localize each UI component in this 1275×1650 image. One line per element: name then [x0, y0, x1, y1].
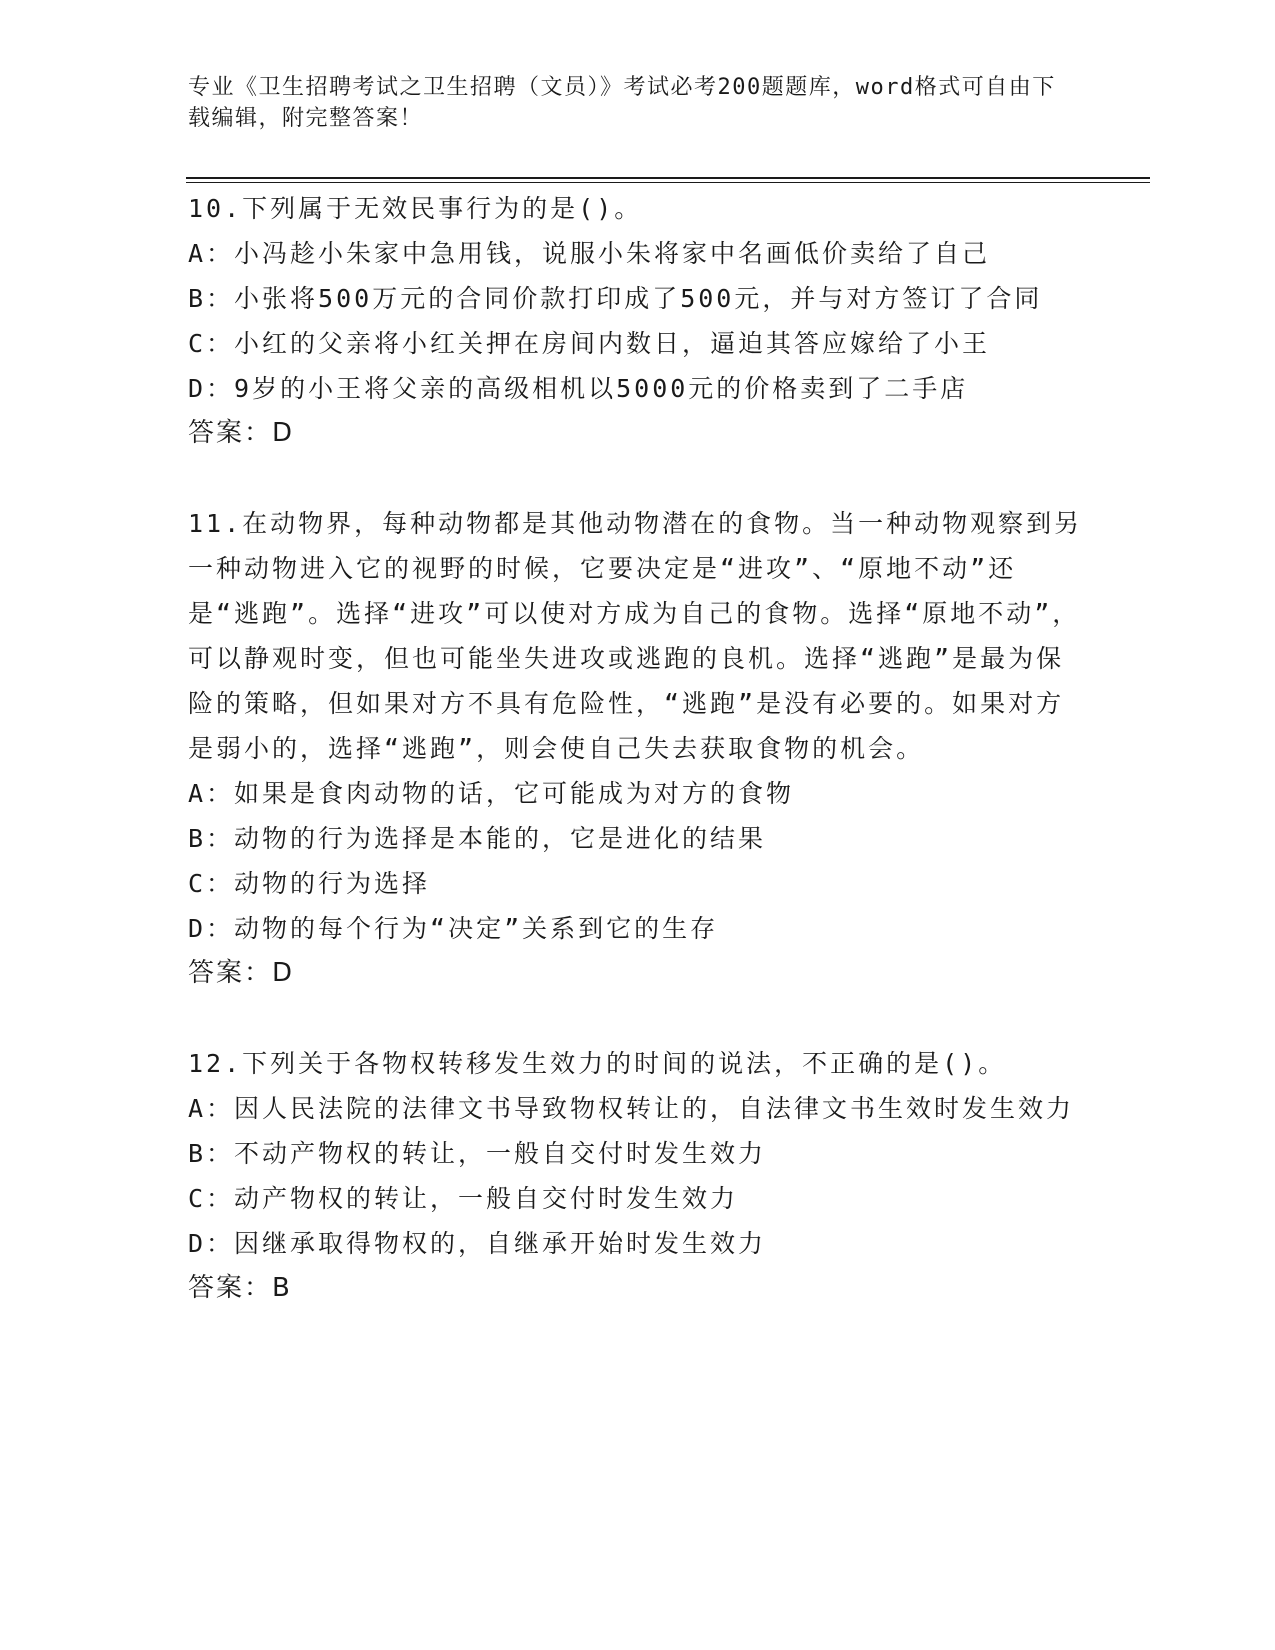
option-a: A：如果是食肉动物的话，它可能成为对方的食物 — [188, 779, 795, 808]
answer-line: 答案：D — [188, 418, 295, 448]
answer-line: 答案：B — [188, 1273, 292, 1303]
question-list — [188, 186, 1088, 1356]
question-stem: 12.下列关于各物权转移发生效力的时间的说法，不正确的是()。 — [188, 1049, 1007, 1078]
question-block — [188, 501, 1088, 996]
option-b: B：不动产物权的转让，一般自交付时发生效力 — [188, 1139, 767, 1168]
option-a: A：小冯趁小朱家中急用钱，说服小朱将家中名画低价卖给了自己 — [188, 239, 991, 268]
option-c: C：小红的父亲将小红关押在房间内数日，逼迫其答应嫁给了小王 — [188, 329, 991, 358]
option-c: C：动物的行为选择 — [188, 869, 431, 898]
option-c: C：动产物权的转让，一般自交付时发生效力 — [188, 1184, 739, 1213]
question-stem: 10.下列属于无效民事行为的是()。 — [188, 194, 643, 223]
header-divider-thick — [186, 177, 1150, 179]
option-d: D：因继承取得物权的，自继承开始时发生效力 — [188, 1229, 767, 1258]
option-b: B：动物的行为选择是本能的，它是进化的结果 — [188, 824, 767, 853]
option-b: B：小张将500万元的合同价款打印成了500元，并与对方签订了合同 — [188, 284, 1043, 313]
question-block — [188, 186, 1088, 456]
document-header: 专业《卫生招聘考试之卫生招聘（文员）》考试必考200题题库，word格式可自由下载编辑，附完整答案！ — [188, 75, 1056, 131]
question-block — [188, 1041, 1088, 1311]
header-divider-thin — [186, 182, 1150, 183]
question-stem: 11.在动物界，每种动物都是其他动物潜在的食物。当一种动物观察到另一种动物进入它的视野的时候，它要决定是“进攻”、“原地不动”还是“逃跑”。选择“进攻”可以使对方成为自己的食物。选择“原地不动”，可以静观时变，但也可能坐失进攻或逃跑的良机。选择“逃跑”是最为保险的策略，但如果对方不具有危险性，“逃跑”是没有必要的。如果对方是弱小的，选择“逃跑”，则会使自己失去获取食物的机会。 — [188, 509, 1083, 763]
option-d: D：9岁的小王将父亲的高级相机以5000元的价格卖到了二手店 — [188, 374, 969, 403]
option-a: A：因人民法院的法律文书导致物权转让的，自法律文书生效时发生效力 — [188, 1094, 1075, 1123]
answer-line: 答案：D — [188, 958, 295, 988]
option-d: D：动物的每个行为“决定”关系到它的生存 — [188, 914, 719, 943]
